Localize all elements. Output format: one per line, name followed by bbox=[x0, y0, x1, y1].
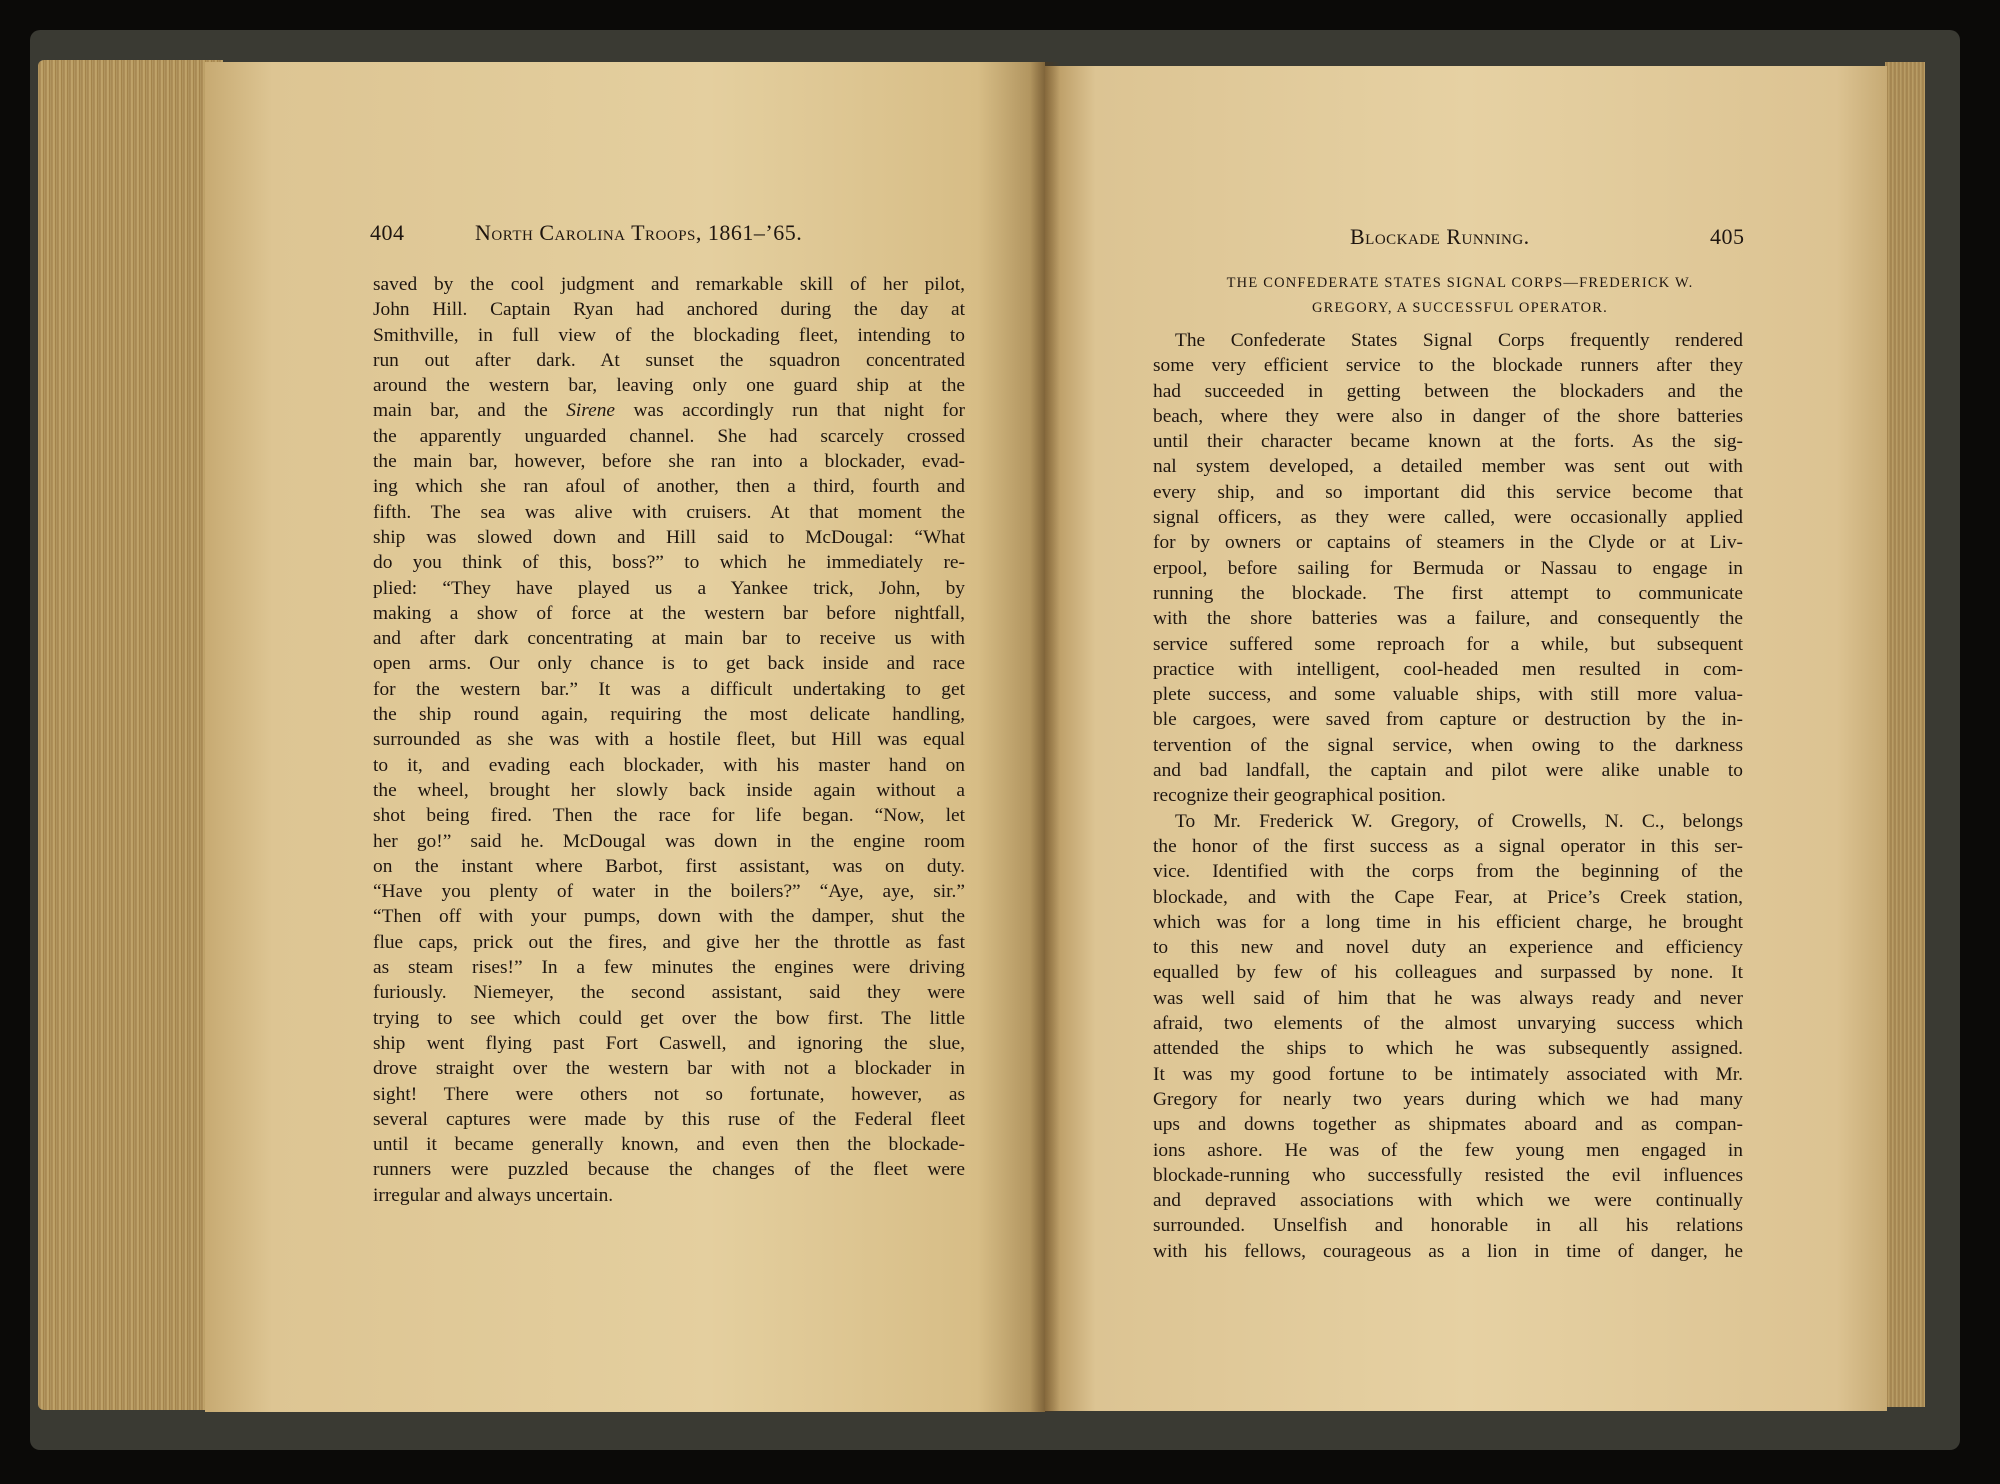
text-line: and after dark concentrating at main bar to receive us with bbox=[373, 628, 965, 650]
text-line: had succeeded in getting between the blockaders and the bbox=[1153, 380, 1743, 402]
left-page bbox=[205, 62, 1045, 1412]
text-line: the ship round again, requiring the most delicate handling, bbox=[373, 704, 965, 726]
text-line: plete success, and some valuable ships, with still more valua- bbox=[1153, 684, 1743, 706]
text-line: as steam rises!” In a few minutes the engines were driving bbox=[373, 957, 965, 979]
section-heading-line: THE CONFEDERATE STATES SIGNAL CORPS—FREDERICK W. bbox=[1226, 275, 1694, 291]
text-line: the main bar, however, before she ran into a blockader, evad- bbox=[373, 451, 965, 473]
book-gutter bbox=[1030, 62, 1060, 1412]
text-line: sight! There were others not so fortunate, however, as bbox=[373, 1083, 965, 1105]
text-line: beach, where they were also in danger of the shore batteries bbox=[1153, 405, 1743, 427]
text-line: with his fellows, courageous as a lion in time of danger, he bbox=[1153, 1240, 1743, 1262]
right-page-number: 405 bbox=[1710, 224, 1745, 249]
text-line: saved by the cool judgment and remarkable skill of her pilot, bbox=[373, 274, 965, 295]
text-line: blockade-running who successfully resisted the evil influences bbox=[1153, 1164, 1743, 1186]
text-line: shot being fired. Then the race for life began. “Now, let bbox=[373, 805, 965, 827]
text-line: ble cargoes, were saved from capture or destruction by the in- bbox=[1153, 709, 1743, 731]
text-line: running the blockade. The first attempt to communicate bbox=[1153, 582, 1743, 604]
page-edges-left bbox=[38, 60, 223, 1410]
text-line: to it, and evading each blockader, with his master hand on bbox=[373, 754, 965, 776]
text-line: and depraved associations with which we were continually bbox=[1153, 1190, 1743, 1212]
left-running-title: North Carolina Troops, 1861–’65. bbox=[475, 220, 803, 245]
text-line: surrounded as she was with a hostile fleet, but Hill was equal bbox=[373, 729, 965, 751]
text-line: main bar, and the Sirene was accordingly run that night for bbox=[373, 400, 965, 422]
text-line: irregular and always uncertain. bbox=[373, 1184, 614, 1206]
text-line: run out after dark. At sunset the squadron concentrated bbox=[373, 349, 965, 371]
text-line: tervention of the signal service, when owing to the darkness bbox=[1153, 734, 1743, 756]
right-page-body bbox=[1153, 328, 1913, 1264]
text-line: the honor of the first success as a signal operator in this ser- bbox=[1153, 835, 1743, 857]
text-line: open arms. Our only chance is to get back inside and race bbox=[373, 653, 965, 675]
text-line: vice. Identified with the corps from the beginning of the bbox=[1153, 861, 1743, 883]
text-line: to this new and novel duty an experience and efficiency bbox=[1153, 937, 1743, 959]
text-line: making a show of force at the western bar before nightfall, bbox=[373, 602, 965, 624]
text-line: flue caps, prick out the fires, and give her the throttle as fast bbox=[373, 931, 965, 953]
left-page-number: 404 bbox=[370, 220, 405, 245]
right-running-title: Blockade Running. bbox=[1350, 224, 1530, 249]
text-line: trying to see which could get over the bow first. The little bbox=[373, 1007, 965, 1029]
section-heading-line: GREGORY, A SUCCESSFUL OPERATOR. bbox=[1312, 300, 1608, 316]
text-line: every ship, and so important did this service become that bbox=[1153, 481, 1743, 503]
text-line: blockade, and with the Cape Fear, at Price’s Creek station, bbox=[1153, 886, 1743, 908]
text-line: runners were puzzled because the changes of the fleet were bbox=[373, 1159, 965, 1181]
text-line: for the western bar.” It was a difficult undertaking to get bbox=[373, 678, 965, 700]
text-line: attended the ships to which he was subsequently assigned. bbox=[1153, 1038, 1743, 1060]
text-line: fifth. The sea was alive with cruisers. At that moment the bbox=[373, 501, 965, 523]
text-line: for by owners or captains of steamers in the Clyde or at Liv- bbox=[1153, 532, 1743, 554]
text-line: John Hill. Captain Ryan had anchored during the day at bbox=[373, 299, 965, 321]
text-line: recognize their geographical position. bbox=[1153, 785, 1446, 807]
text-line: plied: “They have played us a Yankee trick, John, by bbox=[373, 577, 965, 599]
text-line: on the instant where Barbot, first assistant, was on duty. bbox=[373, 855, 965, 877]
text-line: “Then off with your pumps, down with the damper, shut the bbox=[373, 906, 965, 928]
right-page bbox=[1045, 66, 1887, 1411]
text-line: drove straight over the western bar with not a blockader in bbox=[373, 1058, 965, 1080]
text-line: until it became generally known, and even then the blockade- bbox=[373, 1134, 965, 1156]
text-line: ups and downs together as shipmates aboard and as compan- bbox=[1153, 1114, 1743, 1136]
text-line: It was my good fortune to be intimately associated with Mr. bbox=[1153, 1063, 1743, 1085]
text-line: nal system developed, a detailed member was sent out with bbox=[1153, 456, 1743, 478]
text-line: several captures were made by this ruse of the Federal fleet bbox=[373, 1108, 965, 1130]
text-line: ship was slowed down and Hill said to McDougal: “What bbox=[373, 526, 965, 548]
text-line: her go!” said he. McDougal was down in the engine room bbox=[373, 830, 965, 852]
text-line: furiously. Niemeyer, the second assistant, said they were bbox=[373, 982, 965, 1004]
text-line: was well said of him that he was always ready and never bbox=[1153, 987, 1743, 1009]
text-line: equalled by few of his colleagues and surpassed by none. It bbox=[1153, 962, 1743, 984]
text-line: do you think of this, boss?” to which he immediately re- bbox=[373, 552, 965, 574]
text-line: the wheel, brought her slowly back inside again without a bbox=[373, 779, 965, 801]
section-heading bbox=[1165, 271, 1755, 321]
text-line: signal officers, as they were called, were occasionally applied bbox=[1153, 507, 1743, 529]
text-line: The Confederate States Signal Corps frequently rendered bbox=[1175, 330, 1743, 351]
text-line: “Have you plenty of water in the boilers?” “Aye, aye, sir.” bbox=[373, 881, 965, 903]
text-line: surrounded. Unselfish and honorable in all his relations bbox=[1153, 1215, 1743, 1237]
text-line: around the western bar, leaving only one guard ship at the bbox=[373, 375, 965, 397]
text-line: which was for a long time in his efficient charge, he brought bbox=[1153, 911, 1743, 933]
text-line: To Mr. Frederick W. Gregory, of Crowells, N. C., belongs bbox=[1175, 810, 1743, 832]
text-line: some very efficient service to the blockade runners after they bbox=[1153, 355, 1743, 377]
text-line: and bad landfall, the captain and pilot were alike unable to bbox=[1153, 760, 1743, 782]
text-line: the apparently unguarded channel. She had scarcely crossed bbox=[373, 425, 965, 447]
text-line: with the shore batteries was a failure, and consequently the bbox=[1153, 608, 1743, 630]
text-line: ship went flying past Fort Caswell, and ignoring the slue, bbox=[373, 1032, 965, 1054]
text-line: ing which she ran afoul of another, then a third, fourth and bbox=[373, 476, 965, 498]
text-line: ions ashore. He was of the few young men engaged in bbox=[1153, 1139, 1743, 1161]
text-line: Smithville, in full view of the blockading fleet, intending to bbox=[373, 324, 965, 346]
text-line: afraid, two elements of the almost unvarying success which bbox=[1153, 1013, 1743, 1035]
text-line: until their character became known at the forts. As the sig- bbox=[1153, 431, 1743, 453]
text-line: Gregory for nearly two years during which we had many bbox=[1153, 1088, 1743, 1110]
text-line: erpool, before sailing for Bermuda or Nassau to engage in bbox=[1153, 557, 1743, 579]
text-line: service suffered some reproach for a while, but subsequent bbox=[1153, 633, 1743, 655]
text-line: practice with intelligent, cool-headed men resulted in com- bbox=[1153, 658, 1743, 680]
